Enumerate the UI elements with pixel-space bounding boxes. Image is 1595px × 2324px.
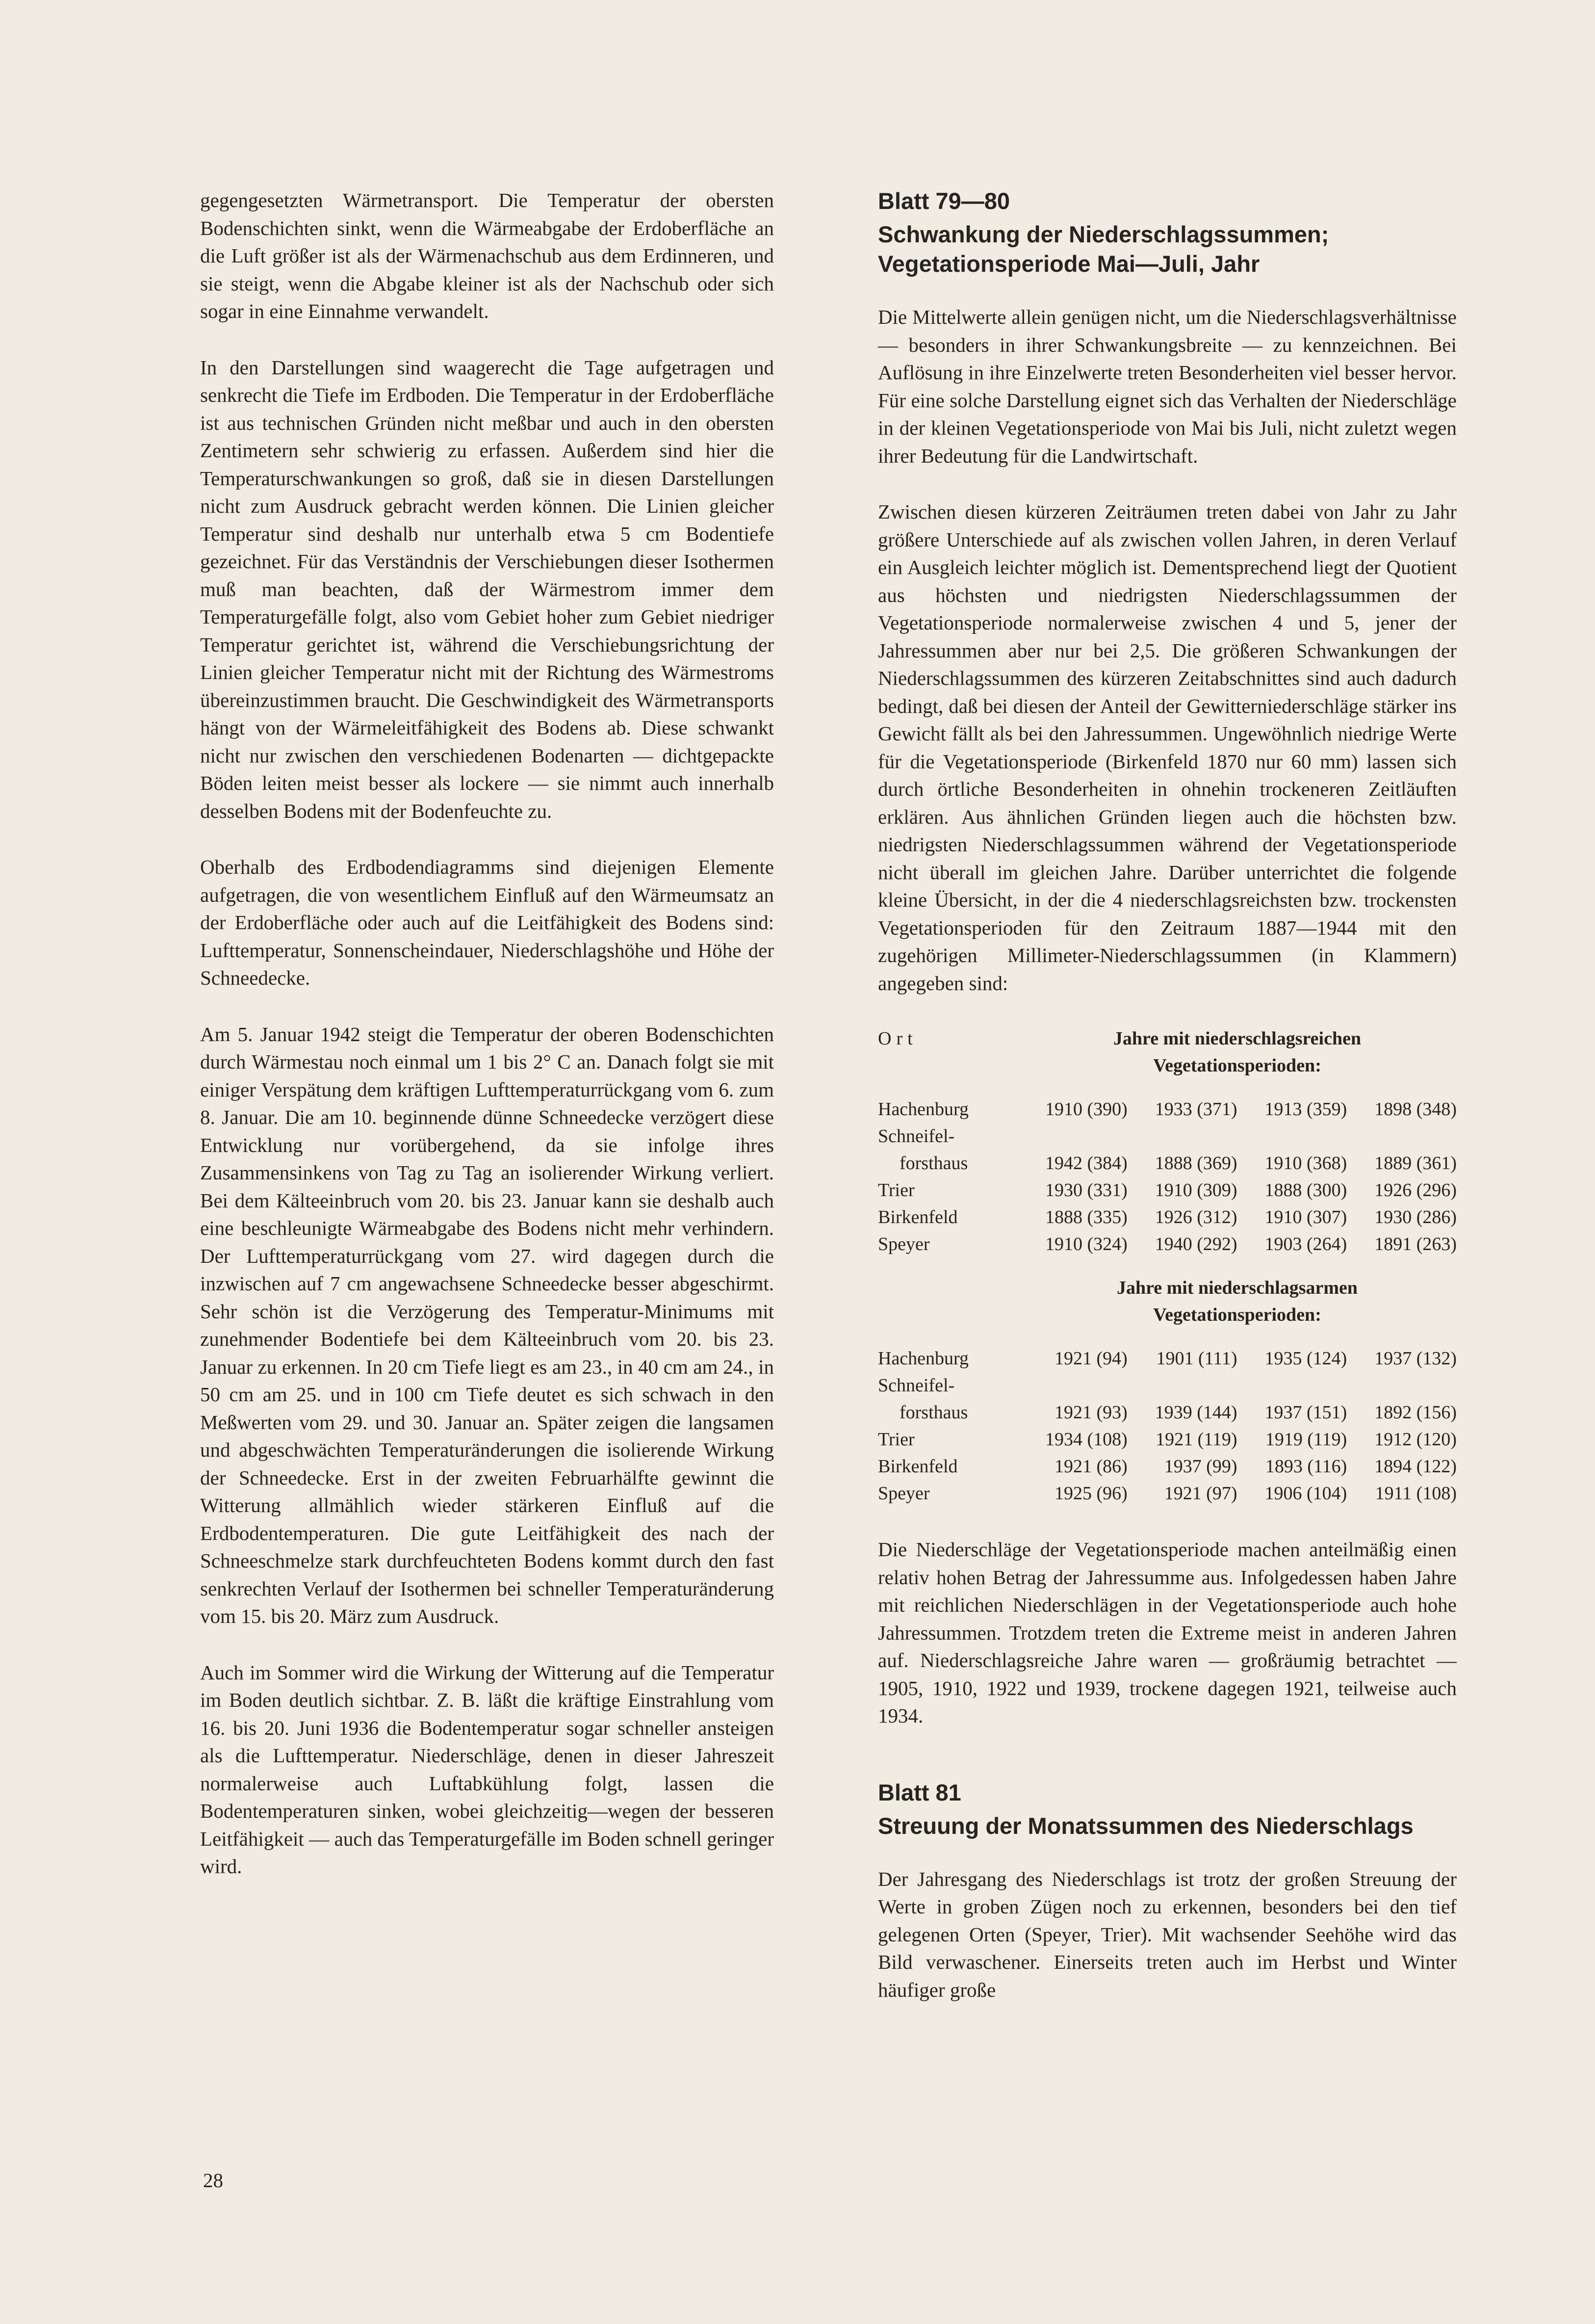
precipitation-table-grid: [878, 1025, 1457, 1507]
ort-cell: Hachenburg: [878, 1099, 969, 1120]
left-paragraph-2: In den Darstellungen sind waagerecht die Tage aufgetragen und senkrecht die Tiefe im Erdboden. Die Temperatur in der Erdoberfläche ist aus technischen Gründen nicht meßbar und auch in den obersten Zentimetern sehr schwierig zu erfassen. Außerdem sind hier die Temperaturschwankungen so groß, daß sie in diesen Darstellungen nicht zum Ausdruck gebracht werden können. Die Linien gleicher Temperatur sind deshalb nur unterhalb etwa 5 cm Bodentiefe gezeichnet. Für das Verständnis der Verschiebungen dieser Isothermen muß man beachten, daß der Wärmestrom immer dem Temperaturgefälle folgt, also vom Gebiet hoher zum Gebiet niedriger Temperatur gerichtet ist, während die Verschiebungsrichtung der Linien gleicher Temperatur nicht mit der Richtung des Wärmestroms übereinzustimmen braucht. Die Geschwindigkeit des Wärmetransports hängt von der Wärmeleitfähigkeit des Bodens ab. Diese schwankt nicht nur zwischen den verschiedenen Bodenarten — dichtgepackte Böden leiten meist besser als lockere — sie nimmt auch innerhalb desselben Bodens mit der Bodenfeuchte zu.: [200, 356, 774, 822]
value-cell: 1910 (309): [1155, 1180, 1237, 1201]
value-cell: 1939 (144): [1155, 1402, 1237, 1423]
blatt-81-paragraph: Der Jahresgang des Niederschlags ist trotz der großen Streuung der Werte in groben Zügen noch zu erkennen, besonders bei den tief gelegenen Orten (Speyer, Trier). Mit wachsender Seehöhe wird das Bild verwaschener. Einerseits treten auch im Herbst und Winter häufiger große: [878, 1867, 1457, 2001]
value-cell: 1906 (104): [1264, 1483, 1347, 1504]
left-column: [200, 186, 774, 1909]
page-number: 28: [203, 2169, 223, 2192]
ort-header: Ort: [878, 1028, 918, 1049]
value-cell: 1921 (119): [1156, 1429, 1237, 1450]
dry-heading-line-1: Jahre mit niederschlagsarmen: [1116, 1278, 1358, 1298]
blatt-79-heading: Blatt 79—80: [878, 188, 1010, 214]
blatt-79-paragraph-2: Zwischen diesen kürzeren Zeiträumen treten dabei von Jahr zu Jahr größere Unterschiede auf als zwischen vollen Jahren, in deren Verlauf ein Ausgleich leichter möglich ist. Dementsprechend liegt der Quotient aus höchsten und niedrigsten Niederschlagssummen der Vegetationsperiode normalerweise zwischen 4 und 5, jener der Jahressummen aber nur bei 2,5. Die größeren Schwankungen der Niederschlagssummen des kürzeren Zeitabschnittes sind auch dadurch bedingt, daß bei diesen der Anteil der Gewitterniederschläge stärker ins Gewicht fällt als bei den Jahressummen. Ungewöhnlich niedrige Werte für die Vegetationsperiode (Birkenfeld 1870 nur 60 mm) lassen sich durch örtliche Besonderheiten in ohnehin trockeneren Zeitläuften erklären. Aus ähnlichen Gründen liegen auch die höchsten bzw. niedrigsten Niederschlagssummen während der Vegetationsperiode nicht überall im gleichen Jahre. Darüber unterrichtet die folgende kleine Übersicht, in der die 4 niederschlagsreichsten bzw. trockensten Vegetationsperioden für den Zeitraum 1887—1944 mit den zugehörigen Millimeter-Niederschlagssummen (in Klammern) angegeben sind:: [878, 500, 1457, 994]
table-row: [878, 1231, 1457, 1258]
value-cell: 1888 (300): [1264, 1180, 1347, 1201]
value-cell: 1921 (97): [1164, 1483, 1237, 1504]
table-row: [878, 1453, 1457, 1480]
value-cell: 1910 (368): [1264, 1153, 1347, 1174]
table-row: [878, 1372, 1457, 1399]
value-cell: 1942 (384): [1045, 1153, 1128, 1174]
value-cell: 1892 (156): [1374, 1402, 1457, 1423]
table-row: [878, 1123, 1457, 1150]
precipitation-table: [878, 1025, 1457, 1507]
ort-cell: Birkenfeld: [878, 1456, 958, 1477]
blatt-79-title-line-1: Schwankung der Niederschlagssummen;: [878, 221, 1329, 247]
value-cell: 1937 (99): [1164, 1456, 1237, 1477]
value-cell: 1888 (369): [1155, 1153, 1237, 1174]
value-cell: 1933 (371): [1155, 1099, 1237, 1120]
value-cell: 1912 (120): [1374, 1429, 1457, 1450]
value-cell: 1940 (292): [1155, 1234, 1237, 1254]
value-cell: 1910 (307): [1264, 1207, 1347, 1227]
ort-cell: Trier: [878, 1429, 915, 1450]
table-row: [878, 1399, 1457, 1426]
ort-cell: Hachenburg: [878, 1348, 969, 1369]
value-cell: 1935 (124): [1264, 1348, 1347, 1369]
right-column: [878, 186, 1457, 2032]
left-paragraph-1: gegengesetzten Wärmetransport. Die Temperatur der obersten Bodenschichten sinkt, wenn die Wärmeabgabe der Erdoberfläche an die Luft größer ist als der Wärmenachschub aus dem Erdinneren, und sie steigt, wenn die Abgabe kleiner ist als der Nachschub oder sich sogar in eine Einnahme verwandelt.: [200, 189, 774, 322]
ort-cell: Birkenfeld: [878, 1207, 958, 1227]
table-row: [878, 1150, 1457, 1177]
value-cell: 1926 (312): [1155, 1207, 1237, 1227]
ort-cell: Schneifel-: [878, 1126, 955, 1147]
table-header-row: [878, 1025, 1457, 1079]
wet-heading-line-1: Jahre mit niederschlagsreichen: [1113, 1028, 1362, 1049]
value-cell: 1921 (86): [1054, 1456, 1128, 1477]
blatt-79-title: [878, 220, 1457, 279]
wet-heading-line-2: Vegetationsperioden:: [1153, 1055, 1321, 1076]
wet-group-heading: [1018, 1025, 1457, 1079]
value-cell: 1898 (348): [1374, 1099, 1457, 1120]
value-cell: 1888 (335): [1045, 1207, 1128, 1227]
value-cell: 1893 (116): [1265, 1456, 1347, 1477]
table-row: [878, 1426, 1457, 1453]
value-cell: 1926 (296): [1374, 1180, 1457, 1201]
left-paragraph-4: Am 5. Januar 1942 steigt die Temperatur der oberen Bodenschichten durch Wärmestau noch einmal um 1 bis 2° C an. Danach folgt sie mit einiger Verspätung dem kräftigen Lufttemperaturrückgang vom 6. zum 8. Januar. Die am 10. beginnende dünne Schneedecke verzögert diese Entwicklung nur vorübergehend, da sie infolge ihres Zusammensinkens von Tag zu Tag an isolierender Wirkung verliert. Bei dem Kälteeinbruch vom 20. bis 23. Januar kann sie deshalb auch eine beschleunigte Wärmeabgabe des Bodens nicht mehr verhindern. Der Lufttemperaturrückgang vom 27. wird dagegen durch die inzwischen auf 7 cm angewachsene Schneedecke besser abgeschirmt. Sehr schön ist die Verzögerung des Temperatur-Minimums mit zunehmender Bodentiefe bei dem Kälteeinbruch vom 20. bis 23. Januar zu erkennen. In 20 cm Tiefe liegt es am 23., in 40 cm am 24., in 50 cm am 25. und in 100 cm Tiefe deutet es sich schwach in den Meßwerten vom 29. und 30. Januar an. Später zeigen die langsamen und abgeschwächten Temperaturänderungen die isolierende Wirkung der Schneedecke. Erst in der zweiten Februarhälfte gewinnt die Witterung allmählich wieder stärkeren Einfluß auf die Erdbodentemperaturen. Die gute Leitfähigkeit des nach der Schneeschmelze stark durchfeuchteten Bodens kommt durch den fast senkrechten Verlauf der Isothermen bei schneller Temperaturänderung vom 15. bis 20. März zum Ausdruck.: [200, 1022, 774, 1627]
dry-group-heading: [1018, 1275, 1457, 1329]
ort-cell: Trier: [878, 1180, 915, 1201]
ort-cell: Speyer: [878, 1483, 930, 1504]
table-row: [878, 1204, 1457, 1231]
value-cell: 1921 (94): [1054, 1348, 1128, 1369]
dry-heading-line-2: Vegetationsperioden:: [1153, 1305, 1321, 1325]
value-cell: 1937 (151): [1264, 1402, 1347, 1423]
ort-cell-continued: forsthaus: [900, 1153, 968, 1174]
value-cell: 1930 (286): [1374, 1207, 1457, 1227]
value-cell: 1891 (263): [1374, 1234, 1457, 1254]
value-cell: 1911 (108): [1375, 1483, 1457, 1504]
value-cell: 1937 (132): [1374, 1348, 1457, 1369]
value-cell: 1901 (111): [1156, 1348, 1237, 1369]
value-cell: 1910 (390): [1045, 1099, 1128, 1120]
blatt-79-title-line-2: Vegetationsperiode Mai—Juli, Jahr: [878, 251, 1260, 277]
table-row: [878, 1345, 1457, 1372]
ort-cell: Speyer: [878, 1234, 930, 1254]
value-cell: 1934 (108): [1045, 1429, 1128, 1450]
blatt-81-title: Streuung der Monatssummen des Niederschlags: [878, 1812, 1414, 1839]
value-cell: 1930 (331): [1045, 1180, 1128, 1201]
value-cell: 1903 (264): [1264, 1234, 1347, 1254]
ort-cell: Schneifel-: [878, 1375, 955, 1396]
value-cell: 1889 (361): [1374, 1153, 1457, 1174]
blatt-81-heading: Blatt 81: [878, 1779, 961, 1805]
blatt-79-paragraph-1: Die Mittelwerte allein genügen nicht, um die Niederschlagsverhältnisse — besonders in ihrer Schwankungsbreite — zu kennzeichnen. Bei Auflösung in ihre Einzelwerte treten Besonderheiten viel besser hervor. Für eine solche Darstellung eignet sich das Verhalten der Niederschläge in der kleinen Vegetationsperiode von Mai bis Juli, nicht zuletzt wegen ihrer Bedeutung für die Landwirtschaft.: [878, 306, 1457, 467]
blatt-79-closing-paragraph: Die Niederschläge der Vegetationsperiode machen anteilmäßig einen relativ hohen Betrag der Jahressumme aus. Infolgedessen haben Jahre mit reichlichen Niederschlägen in der Vegetationsperiode auch hohe Jahressummen. Trotzdem treten die Extreme meist in anderen Jahren auf. Niederschlagsreiche Jahre waren — großräumig betrachtet — 1905, 1910, 1922 und 1939, trockene dagegen 1921, teilweise auch 1934.: [878, 1538, 1457, 1727]
table-row: [878, 1480, 1457, 1507]
value-cell: 1894 (122): [1374, 1456, 1457, 1477]
value-cell: 1910 (324): [1045, 1234, 1128, 1254]
table-row: [878, 1177, 1457, 1204]
value-cell: 1921 (93): [1054, 1402, 1128, 1423]
dry-header-row: [878, 1275, 1457, 1329]
left-paragraph-3: Oberhalb des Erdbodendiagramms sind diejenigen Elemente aufgetragen, die von wesentlichem Einfluß auf den Wärmeumsatz an der Erdoberfläche oder auch auf die Leitfähigkeit des Bodens sind: Lufttemperatur, Sonnenscheindauer, Niederschlagshöhe und Höhe der Schneedecke.: [200, 856, 774, 989]
ort-cell-continued: forsthaus: [900, 1402, 968, 1423]
value-cell: 1913 (359): [1264, 1099, 1347, 1120]
value-cell: 1925 (96): [1054, 1483, 1128, 1504]
left-paragraph-5: Auch im Sommer wird die Wirkung der Witterung auf die Temperatur im Boden deutlich sichtbar. Z. B. läßt die kräftige Einstrahlung vom 16. bis 20. Juni 1936 die Bodentemperatur sogar schneller ansteigen als die Lufttemperatur. Niederschläge, denen in dieser Jahreszeit normalerweise auch Luftabkühlung folgt, lassen die Bodentemperaturen sinken, wobei gleichzeitig—wegen der besseren Leitfähigkeit — auch das Temperaturgefälle im Boden schnell geringer wird.: [200, 1661, 774, 1878]
value-cell: 1919 (119): [1265, 1429, 1347, 1450]
table-row: [878, 1096, 1457, 1123]
